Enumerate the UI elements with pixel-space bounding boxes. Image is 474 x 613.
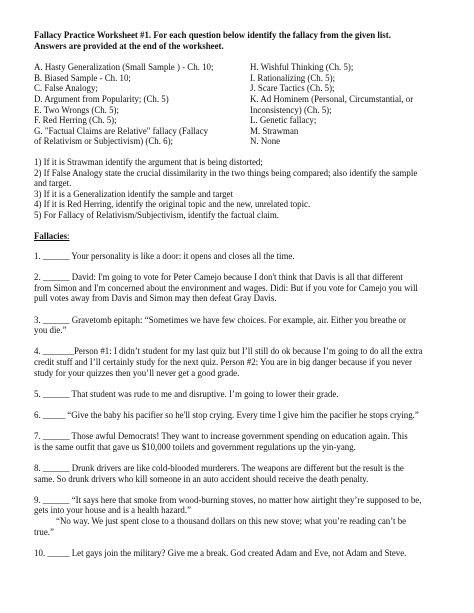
fallacy-item: D. Argument from Popularity; (Ch. 5): [34, 93, 169, 104]
question-9: [34, 495, 440, 537]
question-1: [34, 251, 440, 262]
question-line: study for your quizzes then you’ll never get a good grade.: [34, 367, 240, 378]
instruction-line: 2) If False Analogy state the crucial dissimilarity in the two things being compared; also identify the sample: [34, 167, 418, 178]
instructions: [34, 157, 440, 221]
question-5: [34, 389, 440, 400]
question-line: 6. _____ “Give the baby his pacifier so he'll stop crying. Every time I give him the pacifier he stops crying.”: [34, 410, 419, 420]
fallacy-item: C. False Analogy;: [34, 83, 98, 94]
question-line: 4. _______Person #1: I didn’t student for my last quiz but I’ll still do ok because I’m going to do all the extra: [34, 346, 423, 357]
question-line-indented: “No way. We just spent close to a thousand dollars on this new stove; what you’re reading can’t be: [56, 515, 407, 526]
fallacy-list: [34, 62, 440, 147]
fallacy-item: N. None: [250, 136, 281, 147]
fallacies-heading: [34, 231, 440, 242]
question-line: 5. ______ That student was rude to me and disruptive. I’m going to lower their grade.: [34, 388, 339, 399]
instruction-line: 1) If it is Strawman identify the argument that is being distorted;: [34, 156, 263, 167]
question-2: [34, 272, 440, 304]
fallacy-item: K. Ad Hominem (Personal, Circumstantial, or: [250, 93, 414, 104]
fallacy-item: F. Red Herring (Ch. 5);: [34, 115, 117, 126]
question-7: [34, 431, 440, 452]
fallacy-item: G. "Factual Claims are Relative" fallacy (Fallacy: [34, 125, 209, 136]
fallacy-item: M. Strawman: [250, 125, 299, 136]
instruction-line: and target.: [34, 178, 72, 189]
question-line: true.”: [34, 526, 54, 537]
question-10: [34, 548, 440, 559]
question-8: [34, 463, 440, 484]
question-line: gets into your house and is a health hazard.”: [34, 505, 191, 516]
question-line: 1. ______ Your personality is like a door: it opens and closes all the time.: [34, 251, 295, 262]
fallacies-heading-text: Fallacies: [34, 230, 68, 241]
fallacy-item: of Relativism or Subjectivism) (Ch. 6);: [34, 136, 174, 147]
question-3: [34, 315, 440, 336]
question-line: pull votes away from Davis and Simon may then defeat Gray Davis.: [34, 293, 277, 304]
question-line: credit stuff and I’ll certainly study for the next quiz. Person #2: You are in big danger because if you never: [34, 357, 412, 368]
question-line: 3. ______ Gravetomb epitaph: “Sometimes we have few choices. For example, air. Either you breathe or: [34, 314, 406, 325]
question-line: is the same outfit that gave us $10,000 toilets and government regulations up the yin-yang.: [34, 441, 356, 452]
fallacy-item: E. Two Wrongs (Ch. 5);: [34, 104, 119, 115]
fallacy-list-right: [250, 62, 440, 147]
fallacy-item: A. Hasty Generalization (Small Sample ) - Ch. 10;: [34, 62, 214, 73]
question-line: from Simon and I'm concerned about the environment and wages. Didi: But if you vote for Camejo you will: [34, 282, 418, 293]
fallacy-item: L. Genetic fallacy;: [250, 115, 317, 126]
fallacy-item: I. Rationalizing (Ch. 5);: [250, 72, 336, 83]
title-line-1: Fallacy Practice Worksheet #1. For each question below identify the fallacy from the given list.: [34, 30, 391, 40]
question-line: same. So drunk drivers who kill someone in an auto accident should receive the death penalty.: [34, 473, 369, 484]
instruction-line: 4) If it is Red Herring, identify the original topic and the new, unrelated topic.: [34, 199, 311, 210]
question-line: 10. _____ Let gays join the military? Give me a break. God created Adam and Eve, not Adam and Steve.: [34, 547, 407, 558]
fallacy-item: B. Biased Sample - Ch. 10;: [34, 72, 131, 83]
fallacy-list-left: [34, 62, 250, 147]
question-line: you die.”: [34, 325, 67, 336]
fallacy-item: J. Scare Tactics (Ch. 5);: [250, 83, 335, 94]
question-line: 2. ______ David: I'm going to vote for Peter Camejo because I don't think that Davis is all that different: [34, 272, 403, 283]
question-4: [34, 346, 440, 378]
question-line: 9. ______ “It says here that smoke from wood-burning stoves, no matter how airtight they’re supposed to be,: [34, 494, 422, 505]
question-line: 7. ______ Those awful Democrats! They want to increase government spending on education again. This: [34, 431, 408, 442]
question-6: [34, 410, 440, 421]
instruction-line: 5) For Fallacy of Relativism/Subjectivism, identify the factual claim.: [34, 209, 279, 220]
fallacy-item: Inconsistency) (Ch. 5);: [250, 104, 332, 115]
fallacy-item: H. Wishful Thinking (Ch. 5);: [250, 62, 354, 73]
instruction-line: 3) If it is a Generalization identify the sample and target: [34, 188, 233, 199]
title-line-2: Answers are provided at the end of the worksheet.: [34, 40, 224, 51]
worksheet-title: [34, 30, 440, 51]
question-line: 8. ______ Drunk drivers are like cold-blooded murderers. The weapons are different but the result is the: [34, 462, 404, 473]
fallacies-heading-colon: :: [67, 230, 70, 241]
